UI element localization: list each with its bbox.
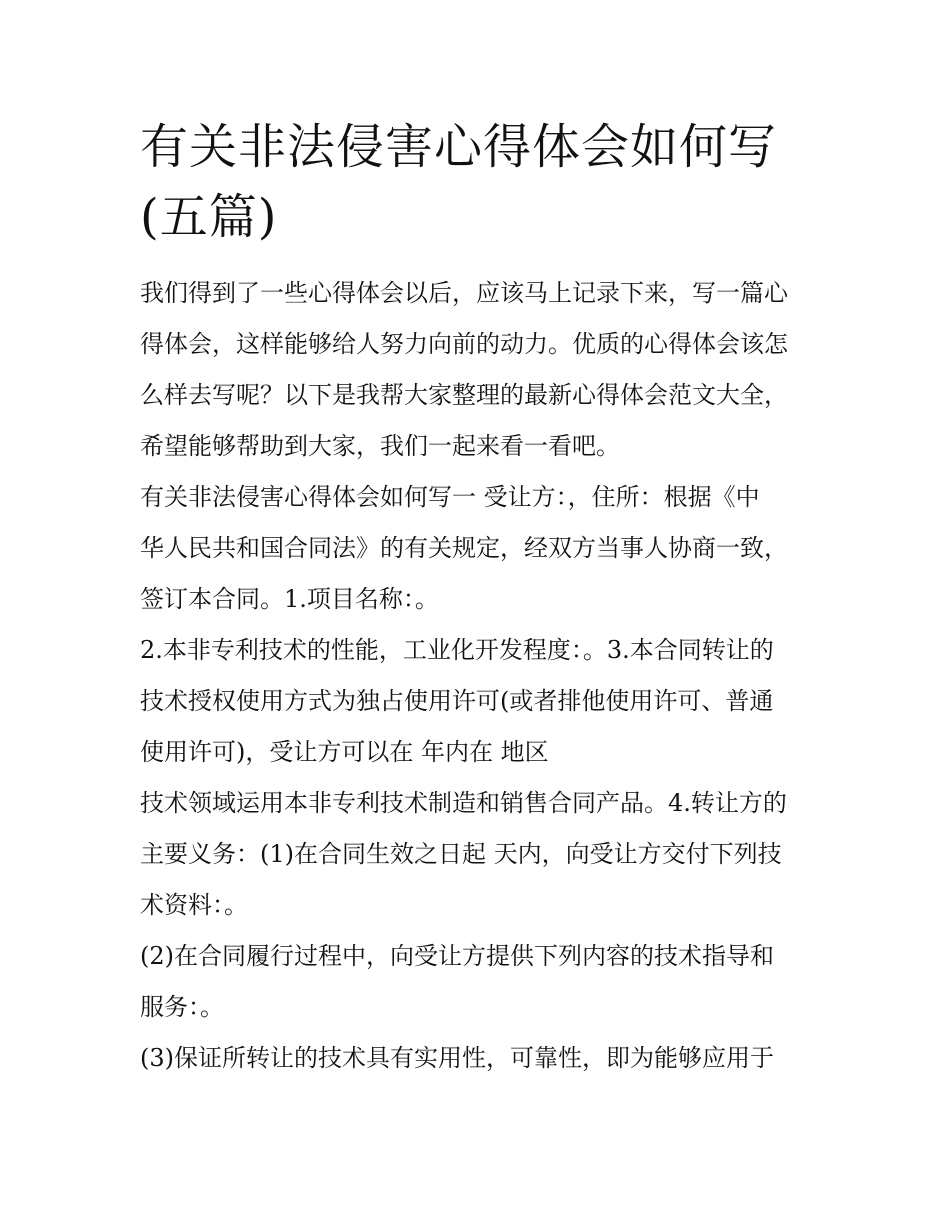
- paragraph-line: 服务：。: [140, 993, 224, 1021]
- paragraph-line: 希望能够帮助到大家，我们一起来看一看吧。: [140, 432, 620, 460]
- paragraph-line: 么样去写呢？以下是我帮大家整理的最新心得体会范文大全，: [140, 381, 788, 409]
- document-page: [140, 112, 820, 1084]
- paragraph-line: 得体会，这样能够给人努力向前的动力。优质的心得体会该怎: [140, 330, 788, 358]
- contract-paragraph-2: [140, 625, 820, 778]
- contract-paragraph-1: [140, 472, 820, 625]
- paragraph-line: 华人民共和国合同法》的有关规定，经双方当事人协商一致，: [140, 534, 788, 562]
- paragraph-line: 签订本合同。1.项目名称：。: [140, 585, 439, 613]
- paragraph-line: 使用许可)，受让方可以在 年内在 地区: [140, 738, 549, 766]
- paragraph-line: 技术领域运用本非专利技术制造和销售合同产品。4.转让方的: [140, 789, 787, 817]
- paragraph-line: 术资料：。: [140, 891, 248, 919]
- title-line-1: 有关非法侵害心得体会如何写: [140, 119, 778, 175]
- document-title: [140, 112, 820, 252]
- paragraph-line: (3)保证所转让的技术具有实用性，可靠性，即为能够应用于: [140, 1044, 774, 1072]
- paragraph-line: 技术授权使用方式为独占使用许可(或者排他使用许可、普通: [140, 687, 774, 715]
- paragraph-line: 2.本非专利技术的性能，工业化开发程度：。3.本合同转让的: [140, 636, 774, 664]
- intro-paragraph: [140, 268, 820, 472]
- contract-paragraph-3: [140, 778, 820, 931]
- paragraph-line: (2)在合同履行过程中，向受让方提供下列内容的技术指导和: [140, 942, 774, 970]
- contract-paragraph-5: [140, 1033, 820, 1084]
- paragraph-line: 主要义务：(1)在合同生效之日起 天内，向受让方交付下列技: [140, 840, 782, 868]
- paragraph-line: 我们得到了一些心得体会以后，应该马上记录下来，写一篇心: [140, 279, 788, 307]
- paragraph-line: 有关非法侵害心得体会如何写一 受让方：，住所：根据《中: [140, 483, 760, 511]
- title-line-2: (五篇): [140, 189, 278, 245]
- contract-paragraph-4: [140, 931, 820, 1033]
